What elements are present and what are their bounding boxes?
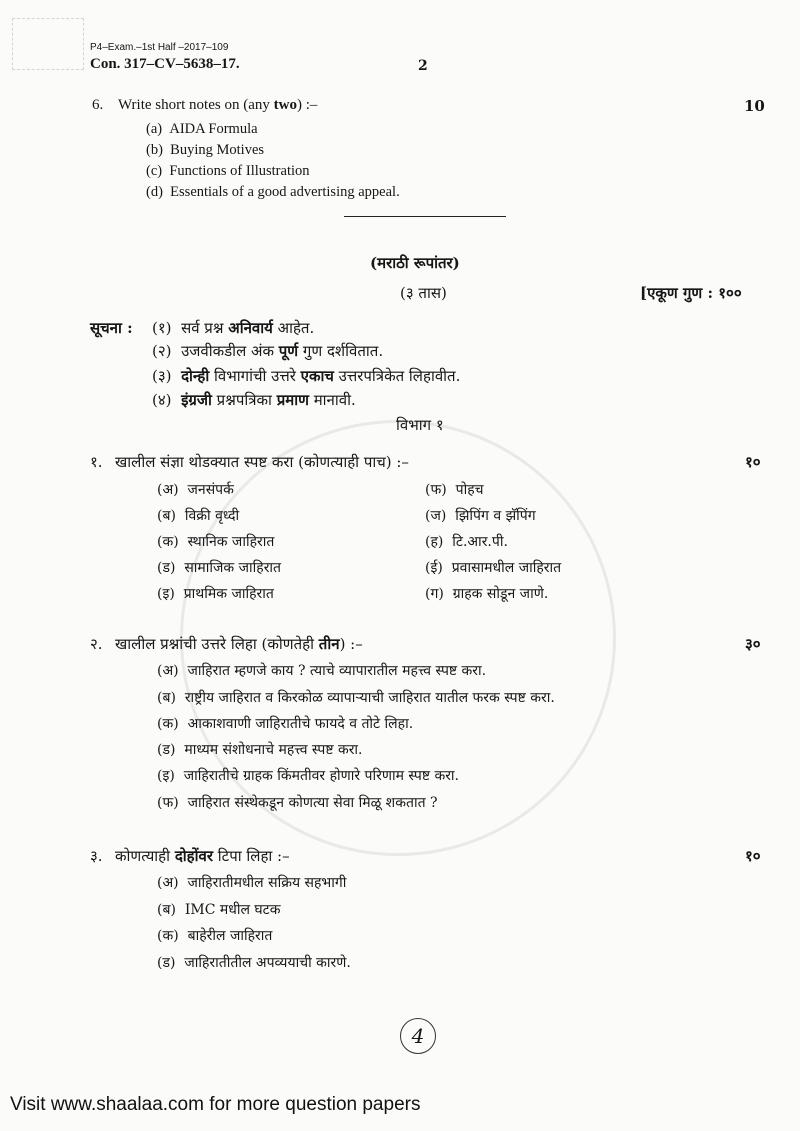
mq1-option-left: (इ) प्राथमिक जाहिरात bbox=[157, 586, 274, 602]
mq2-option: (ड) माध्यम संशोधनाचे महत्त्व स्पष्ट करा. bbox=[157, 742, 363, 758]
page-number: 2 bbox=[418, 58, 428, 74]
mq2-text: खालील प्रश्नांची उत्तरे लिहा (कोणतेही तीन) :– bbox=[115, 635, 363, 653]
mq2-option: (इ) जाहिरातीचे ग्राहक किंमतीवर होणारे परिणाम स्पष्ट करा. bbox=[157, 768, 460, 784]
corner-mark bbox=[12, 18, 84, 70]
mq1-option-right: (ज) झिपिंग व झॅपिंग bbox=[425, 508, 536, 524]
q6-option: (c) Functions of Illustration bbox=[146, 163, 310, 179]
exam-code: P4–Exam.–1st Half –2017–109 bbox=[90, 42, 229, 53]
q6-option: (b) Buying Motives bbox=[146, 142, 265, 158]
mq1-option-left: (ब) विक्री वृध्दी bbox=[157, 508, 240, 524]
mq2-option: (ब) राष्ट्रीय जाहिरात व किरकोळ व्यापाऱ्याची जाहिरात यातील फरक स्पष्ट करा. bbox=[157, 690, 555, 706]
q6-option: (d) Essentials of a good advertising appeal. bbox=[146, 184, 400, 200]
instruction-item: (४) इंग्रजी प्रश्नपत्रिका प्रमाण मानावी. bbox=[152, 391, 356, 409]
handwritten-circle-stamp: 4 bbox=[400, 1018, 436, 1054]
marathi-title: (मराठी रूपांतर) bbox=[370, 254, 460, 272]
mq3-option: (क) बाहेरील जाहिरात bbox=[157, 928, 273, 944]
instruction-item: (२) उजवीकडील अंक पूर्ण गुण दर्शवितात. bbox=[152, 342, 384, 360]
instruction-item: (३) दोन्ही विभागांची उत्तरे एकाच उत्तरपत्रिकेत लिहावीत. bbox=[152, 367, 461, 385]
mq2-option: (अ) जाहिरात म्हणजे काय ? त्याचे व्यापारातील महत्त्व स्पष्ट करा. bbox=[157, 663, 487, 679]
paper-code: Con. 317–CV–5638–17. bbox=[90, 56, 240, 72]
mq3-option: (अ) जाहिरातीमधील सक्रिय सहभागी bbox=[157, 875, 347, 891]
mq1-marks: १० bbox=[745, 453, 761, 471]
marathi-total-marks: [एकूण गुण : १०० bbox=[640, 284, 742, 302]
marathi-time: (३ तास) bbox=[400, 284, 447, 302]
mq1-option-left: (क) स्थानिक जाहिरात bbox=[157, 534, 275, 550]
mq2-option: (क) आकाशवाणी जाहिरातीचे फायदे व तोटे लिहा. bbox=[157, 716, 414, 732]
mq1-option-left: (अ) जनसंपर्क bbox=[157, 482, 234, 498]
mq1-text: खालील संज्ञा थोडक्यात स्पष्ट करा (कोणत्याही पाच) :– bbox=[115, 453, 409, 471]
mq1-option-right: (ह) टि.आर.पी. bbox=[425, 534, 508, 550]
mq3-number: ३. bbox=[90, 847, 103, 865]
mq1-option-right: (ई) प्रवासामधील जाहिरात bbox=[425, 560, 562, 576]
mq2-number: २. bbox=[90, 635, 103, 653]
q6-text: Write short notes on (any two) :– bbox=[118, 97, 318, 113]
mq2-option: (फ) जाहिरात संस्थेकडून कोणत्या सेवा मिळू शकतात ? bbox=[157, 795, 438, 811]
instruction-item: (१) सर्व प्रश्न अनिवार्य आहेत. bbox=[152, 319, 315, 337]
mq1-option-left: (ड) सामाजिक जाहिरात bbox=[157, 560, 282, 576]
mq3-option: (ड) जाहिरातीतील अपव्ययाची कारणे. bbox=[157, 955, 351, 971]
divider-line bbox=[344, 216, 506, 217]
instructions-label: सूचना : bbox=[90, 319, 133, 337]
q6-number: 6. bbox=[92, 97, 104, 113]
mq1-option-right: (ग) ग्राहक सोडून जाणे. bbox=[425, 586, 549, 602]
section-heading: विभाग १ bbox=[396, 416, 444, 434]
q6-marks: 10 bbox=[744, 97, 765, 115]
q6-option: (a) AIDA Formula bbox=[146, 121, 258, 137]
mq3-marks: १० bbox=[745, 847, 761, 865]
mq1-number: १. bbox=[90, 453, 103, 471]
mq3-text: कोणत्याही दोहोंवर टिपा लिहा :– bbox=[115, 847, 290, 865]
mq1-option-right: (फ) पोहच bbox=[425, 482, 484, 498]
mq3-option: (ब) IMC मधील घटक bbox=[157, 902, 281, 918]
footer-link[interactable]: Visit www.shaalaa.com for more question papers bbox=[10, 1094, 421, 1115]
mq2-marks: ३० bbox=[745, 635, 761, 653]
